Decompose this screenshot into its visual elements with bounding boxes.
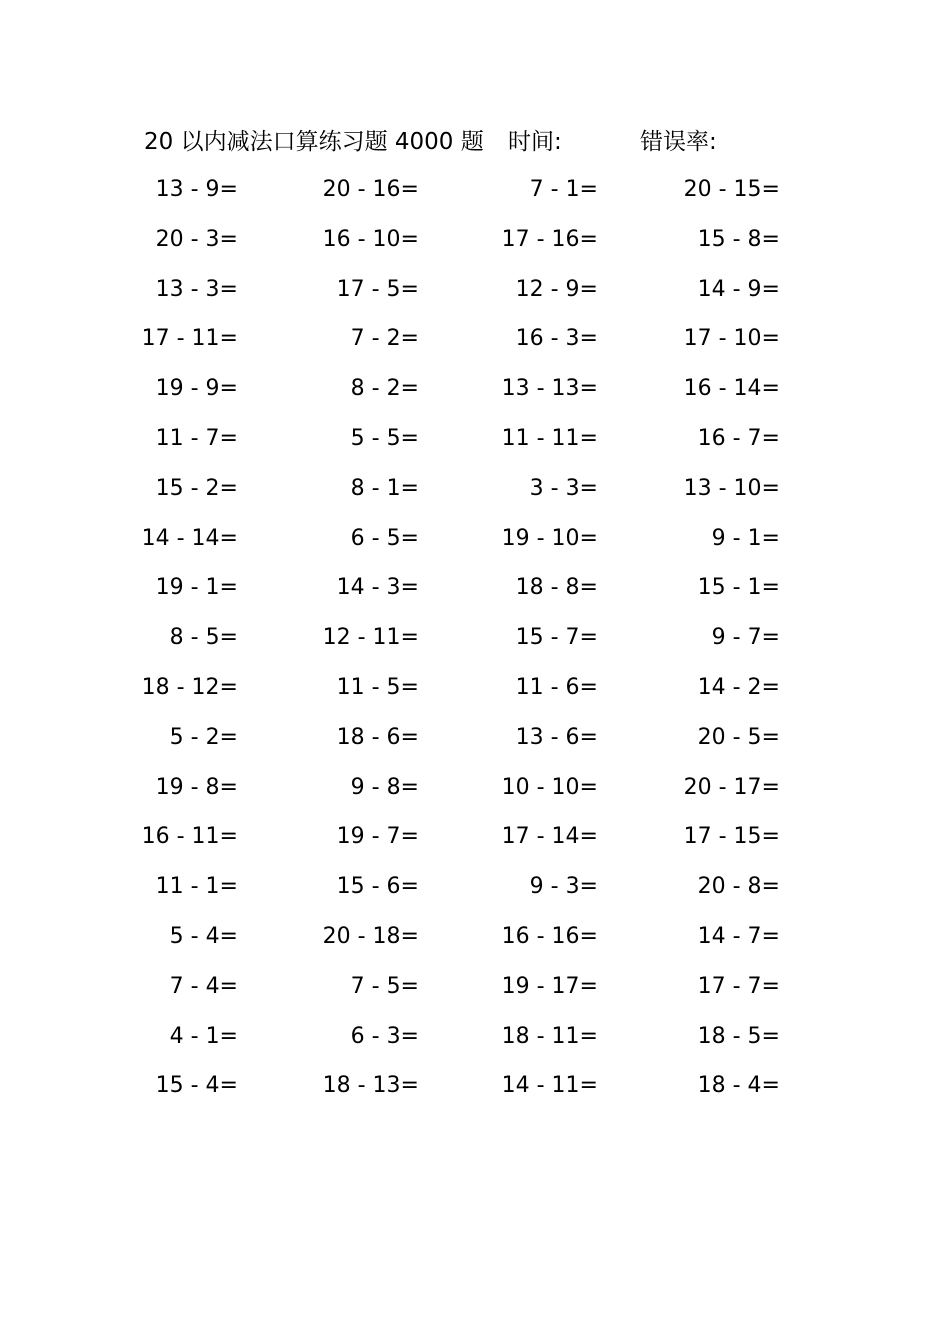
subtraction-problem: 13 - 9= (155, 177, 238, 202)
subtraction-problem: 11 - 7= (155, 425, 238, 451)
problem-row (0, 969, 950, 1019)
problem-row (0, 421, 950, 471)
problem-grid (0, 172, 950, 1118)
problem-row (0, 819, 950, 869)
subtraction-problem: 10 - 10= (501, 774, 598, 800)
subtraction-problem: 17 - 7= (697, 973, 780, 999)
subtraction-problem: 11 - 11= (501, 425, 598, 451)
subtraction-problem: 16 - 11= (141, 824, 238, 850)
subtraction-problem: 13 - 3= (155, 276, 238, 302)
subtraction-problem: 20 - 16= (322, 177, 419, 202)
subtraction-problem: 14 - 9= (697, 276, 780, 302)
subtraction-problem: 7 - 2= (350, 326, 419, 352)
subtraction-problem: 19 - 1= (155, 575, 238, 601)
subtraction-problem: 9 - 8= (350, 774, 419, 800)
subtraction-problem: 15 - 8= (697, 226, 780, 252)
subtraction-problem: 11 - 6= (515, 674, 598, 700)
subtraction-problem: 18 - 8= (515, 575, 598, 601)
subtraction-problem: 15 - 2= (155, 475, 238, 501)
subtraction-problem: 20 - 5= (697, 724, 780, 750)
problem-row (0, 222, 950, 272)
subtraction-problem: 6 - 5= (350, 525, 419, 551)
subtraction-problem: 16 - 10= (322, 226, 419, 252)
problem-row (0, 919, 950, 969)
subtraction-problem: 18 - 4= (697, 1073, 780, 1099)
worksheet-title: 20 以内减法口算练习题 4000 题 (144, 129, 484, 155)
subtraction-problem: 18 - 6= (336, 724, 419, 750)
subtraction-problem: 5 - 4= (169, 923, 238, 949)
subtraction-problem: 17 - 15= (683, 824, 780, 850)
subtraction-problem: 13 - 6= (515, 724, 598, 750)
problem-row (0, 172, 950, 222)
subtraction-problem: 12 - 9= (515, 276, 598, 302)
subtraction-problem: 9 - 7= (711, 625, 780, 651)
subtraction-problem: 15 - 6= (336, 874, 419, 900)
problem-row (0, 371, 950, 421)
subtraction-problem: 6 - 3= (350, 1023, 419, 1049)
subtraction-problem: 4 - 1= (169, 1023, 238, 1049)
subtraction-problem: 16 - 14= (683, 376, 780, 402)
problem-row (0, 869, 950, 919)
subtraction-problem: 17 - 10= (683, 326, 780, 352)
subtraction-problem: 7 - 4= (169, 973, 238, 999)
subtraction-problem: 8 - 2= (350, 376, 419, 402)
subtraction-problem: 12 - 11= (322, 625, 419, 651)
subtraction-problem: 16 - 7= (697, 425, 780, 451)
subtraction-problem: 7 - 5= (350, 973, 419, 999)
subtraction-problem: 18 - 5= (697, 1023, 780, 1049)
problem-row (0, 272, 950, 322)
subtraction-problem: 8 - 1= (350, 475, 419, 501)
subtraction-problem: 3 - 3= (529, 475, 598, 501)
problem-row (0, 670, 950, 720)
time-label: 时间: (508, 129, 562, 155)
problem-row (0, 471, 950, 521)
subtraction-problem: 14 - 11= (501, 1073, 598, 1099)
subtraction-problem: 14 - 2= (697, 674, 780, 700)
subtraction-problem: 20 - 18= (322, 923, 419, 949)
subtraction-problem: 11 - 5= (336, 674, 419, 700)
subtraction-problem: 18 - 13= (322, 1073, 419, 1099)
subtraction-problem: 16 - 3= (515, 326, 598, 352)
subtraction-problem: 15 - 1= (697, 575, 780, 601)
subtraction-problem: 17 - 5= (336, 276, 419, 302)
problem-row (0, 1068, 950, 1118)
subtraction-problem: 20 - 3= (155, 226, 238, 252)
subtraction-problem: 20 - 15= (683, 177, 780, 202)
subtraction-problem: 17 - 11= (141, 326, 238, 352)
problem-row (0, 521, 950, 571)
problem-row (0, 770, 950, 820)
subtraction-problem: 19 - 8= (155, 774, 238, 800)
problem-row (0, 321, 950, 371)
error-rate-label: 错误率: (640, 129, 717, 155)
subtraction-problem: 17 - 16= (501, 226, 598, 252)
subtraction-problem: 5 - 5= (350, 425, 419, 451)
subtraction-problem: 20 - 17= (683, 774, 780, 800)
subtraction-problem: 11 - 1= (155, 874, 238, 900)
subtraction-problem: 19 - 10= (501, 525, 598, 551)
subtraction-problem: 9 - 1= (711, 525, 780, 551)
problem-row (0, 1019, 950, 1069)
subtraction-problem: 14 - 7= (697, 923, 780, 949)
problem-row (0, 570, 950, 620)
subtraction-problem: 15 - 7= (515, 625, 598, 651)
subtraction-problem: 8 - 5= (169, 625, 238, 651)
subtraction-problem: 19 - 17= (501, 973, 598, 999)
subtraction-problem: 20 - 8= (697, 874, 780, 900)
subtraction-problem: 13 - 10= (683, 475, 780, 501)
subtraction-problem: 17 - 14= (501, 824, 598, 850)
subtraction-problem: 19 - 9= (155, 376, 238, 402)
subtraction-problem: 19 - 7= (336, 824, 419, 850)
subtraction-problem: 9 - 3= (529, 874, 598, 900)
subtraction-problem: 14 - 14= (141, 525, 238, 551)
subtraction-problem: 18 - 11= (501, 1023, 598, 1049)
problem-row (0, 720, 950, 770)
subtraction-problem: 16 - 16= (501, 923, 598, 949)
subtraction-problem: 5 - 2= (169, 724, 238, 750)
subtraction-problem: 7 - 1= (529, 177, 598, 202)
subtraction-problem: 13 - 13= (501, 376, 598, 402)
subtraction-problem: 15 - 4= (155, 1073, 238, 1099)
subtraction-problem: 14 - 3= (336, 575, 419, 601)
problem-row (0, 620, 950, 670)
subtraction-problem: 18 - 12= (141, 674, 238, 700)
